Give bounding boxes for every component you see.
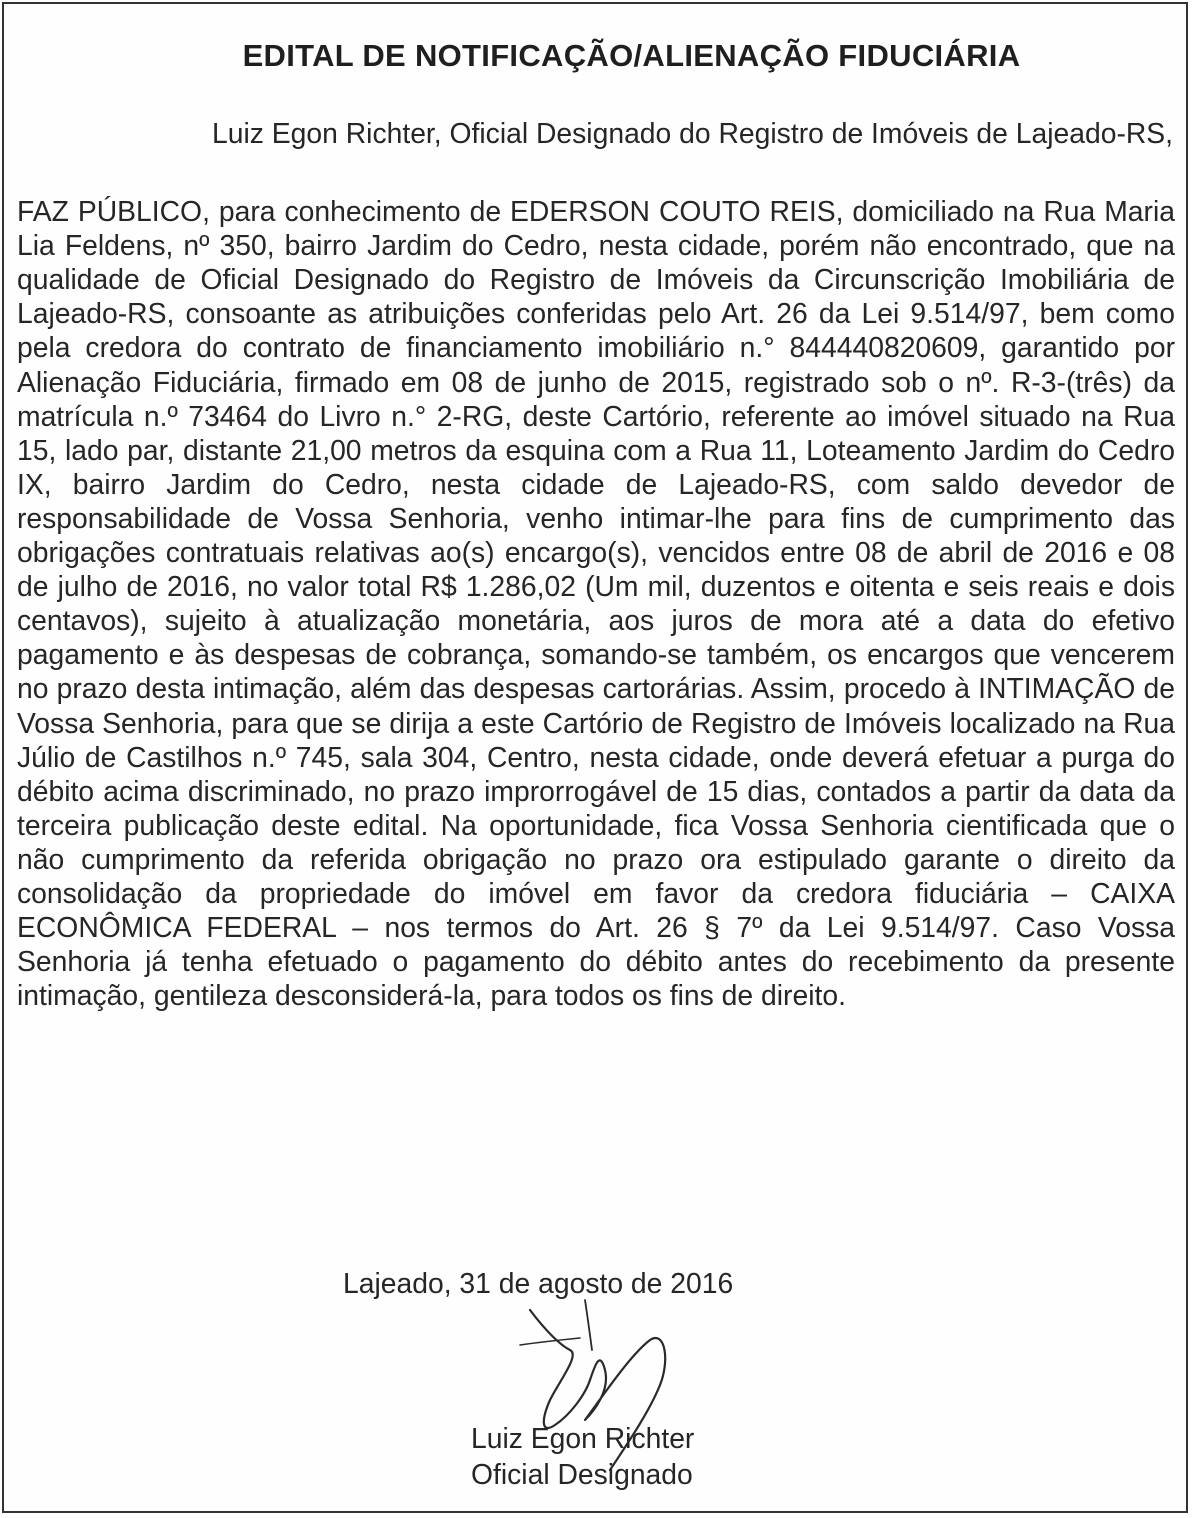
place-date: Lajeado, 31 de agosto de 2016 (343, 1267, 734, 1299)
signer-role: Oficial Designado (471, 1458, 693, 1490)
signer-block (471, 1420, 694, 1492)
document-title: EDITAL DE NOTIFICAÇÃO/ALIENAÇÃO FIDUCIÁRIA (242, 38, 1021, 73)
intro-paragraph: Luiz Egon Richter, Oficial Designado do Registro de Imóveis de Lajeado-RS, (212, 117, 1174, 149)
document-body (17, 116, 1175, 1012)
signer-name: Luiz Egon Richter (471, 1422, 695, 1454)
main-paragraph: FAZ PÚBLICO, para conhecimento de EDERSON COUTO REIS, domiciliado na Rua Maria Lia Feldens, nº 350, bairro Jardim do Cedro, nesta cidade, porém não encontrado, que na qualidade de Oficial Designado do Registro de Imóveis da Circunscrição Imobiliária de Lajeado-RS, consoante as atribuições conferidas pelo Art. 26 da Lei 9.514/97, bem como pela credora do contrato de financiamento imobiliário n.° 844440820609, garantido por Alienação Fiduciária, firmado em 08 de junho de 2015, registrado sob o nº. R-3-(três) da matrícula n.º 73464 do Livro n.° 2-RG, deste Cartório, referente ao imóvel situado na Rua 15, lado par, distante 21,00 metros da esquina com a Rua 11, Loteamento Jardim do Cedro IX, bairro Jardim do Cedro, nesta cidade de Lajeado-RS, com saldo devedor de responsabilidade de Vossa Senhoria, venho intimar-lhe para fins de cumprimento das obrigações contratuais relativas ao(s) encargo(s), vencidos entre 08 de abril de 2016 e 08 de julho de 2016, no valor total R$ 1.286,02 (Um mil, duzentos e oitenta e seis reais e dois centavos), sujeito à atualização monetária, aos juros de mora até a data do efetivo pagamento e às despesas de cobrança, somando-se também, os encargos que vencerem no prazo desta intimação, além das despesas cartorárias. Assim, procedo à INTIMAÇÃO de Vossa Senhoria, para que se dirija a este Cartório de Registro de Imóveis localizado na Rua Júlio de Castilhos n.º 745, sala 304, Centro, nesta cidade, onde deverá efetuar a purga do débito acima discriminado, no prazo improrrogável de 15 dias, contados a partir da data da terceira publicação deste edital. Na oportunidade, fica Vossa Senhoria cientificada que o não cumprimento da referida obrigação no prazo ora estipulado garante o direito da consolidação da propriedade do imóvel em favor da credora fiduciária – CAIXA ECONÔMICA FEDERAL – nos termos do Art. 26 § 7º da Lei 9.514/97. Caso Vossa Senhoria já tenha efetuado o pagamento do débito antes do recebimento da presente intimação, gentileza desconsiderá-la, para todos os fins de direito. (17, 195, 1175, 1012)
paragraph-spacer (17, 150, 1175, 194)
